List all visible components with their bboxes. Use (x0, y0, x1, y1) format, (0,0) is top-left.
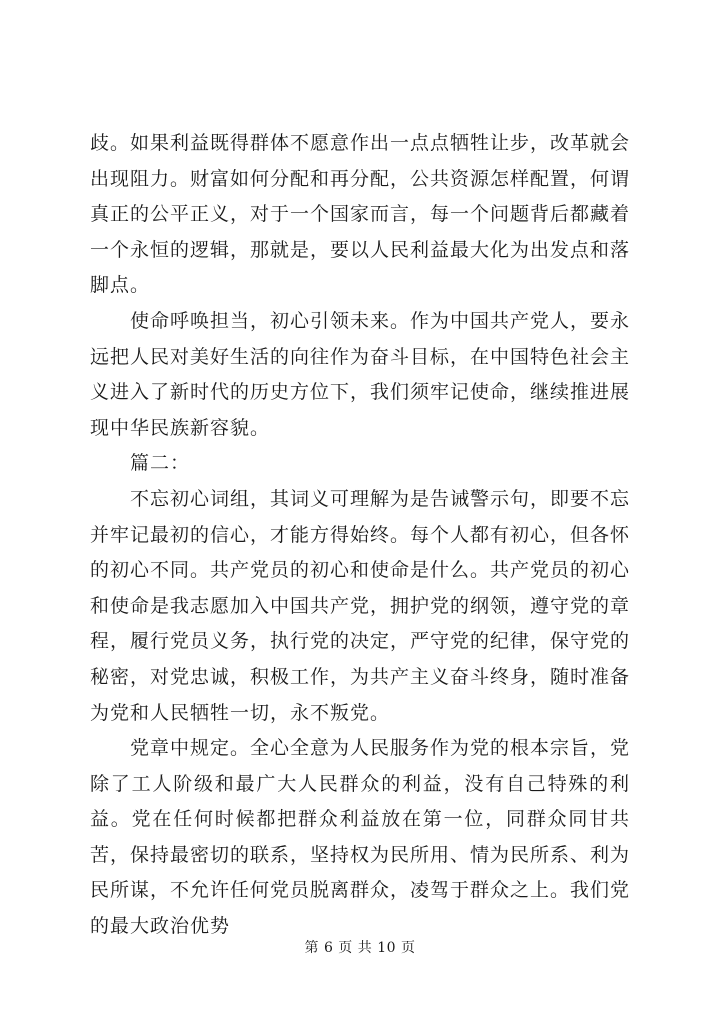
paragraph: 党章中规定。全心全意为人民服务作为党的根本宗旨，党除了工人阶级和最广大人民群众的利益，没有自己特殊的利益。党在任何时候都把群众利益放在第一位，同群众同甘共苦，保持最密切的联系，坚持权为民所用、情为民所系、利为民所谋，不允许任何党员脱离群众，凌驾于群众之上。我们党的最大政治优势 (90, 737, 631, 938)
paragraph: 不忘初心词组，其词义可理解为是告诫警示句，即要不忘并牢记最初的信心，才能方得始终。每个人都有初心，但各怀的初心不同。共产党员的初心和使命是什么。共产党员的初心和使命是我志愿加入中国共产党，拥护党的纲领，遵守党的章程，履行党员义务，执行党的决定，严守党的纪律，保守党的秘密，对党忠诚，积极工作，为共产主义奋斗终身，随时准备为党和人民牺牲一切，永不叛党。 (90, 487, 631, 724)
page-footer: 第 6 页 共 10 页 (304, 940, 416, 956)
paragraph: 使命呼唤担当，初心引领未来。作为中国共产党人，要永远把人民对美好生活的向往作为奋斗目标，在中国特色社会主义进入了新时代的历史方位下，我们须牢记使命，继续推进展现中华民族新容貌。 (90, 309, 631, 439)
paragraph: 歧。如果利益既得群体不愿意作出一点点牺牲让步，改革就会出现阻力。财富如何分配和再分配，公共资源怎样配置，何谓真正的公平正义，对于一个国家而言，每一个问题背后都藏着一个永恒的逻辑，那就是，要以人民利益最大化为出发点和落脚点。 (90, 132, 631, 297)
document-body (90, 126, 630, 945)
section-heading: 篇二： (130, 452, 191, 475)
